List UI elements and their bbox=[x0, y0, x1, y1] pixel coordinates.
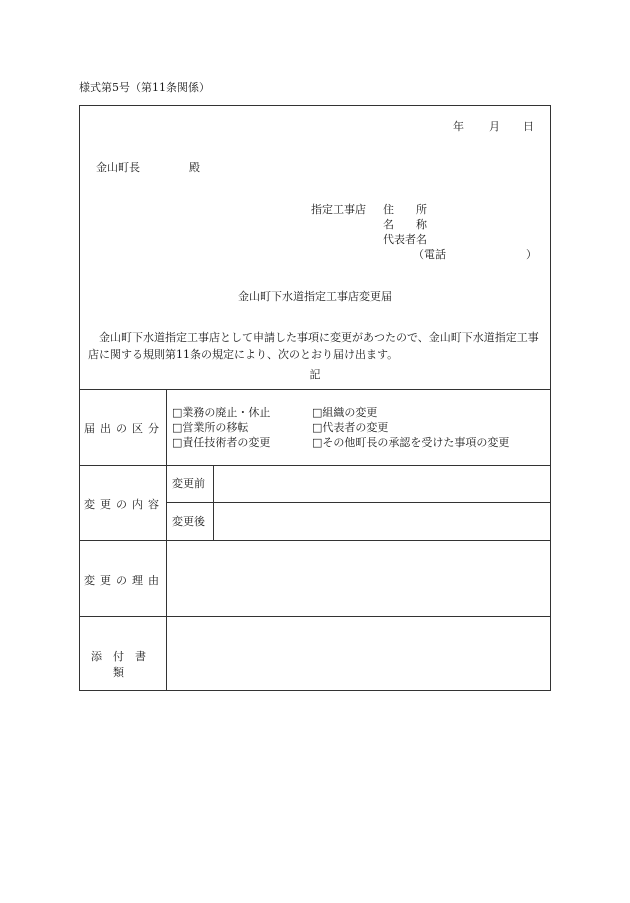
address-label: 住 所 bbox=[383, 203, 427, 216]
phone-label: （電話 bbox=[413, 248, 446, 261]
checkbox-option[interactable] bbox=[172, 435, 270, 450]
row-divider bbox=[79, 616, 551, 617]
options-left-column bbox=[172, 405, 270, 450]
change-content-label: 変更の内容 bbox=[84, 498, 164, 511]
body-text: 金山町下水道指定工事店として申請した事項に変更があつたので、金山町下水道指定工事店に関する規則第11条の規定により、次のとおり届け出ます。 bbox=[88, 331, 539, 361]
date-day-label: 日 bbox=[523, 120, 534, 133]
after-label: 変更後 bbox=[172, 515, 205, 528]
option-label: 責任技術者の変更 bbox=[182, 436, 271, 449]
before-label: 変更前 bbox=[172, 477, 205, 490]
form-number: 様式第5号（第11条関係） bbox=[79, 81, 210, 94]
ki-label: 記 bbox=[309, 368, 321, 381]
row-divider bbox=[79, 465, 551, 466]
option-label: 営業所の移転 bbox=[182, 421, 249, 434]
option-label: 組織の変更 bbox=[322, 406, 378, 419]
option-label: その他町長の承認を受けた事項の変更 bbox=[322, 436, 510, 449]
checkbox-option[interactable] bbox=[312, 420, 509, 435]
checkbox-icon[interactable]: □ bbox=[312, 406, 323, 419]
checkbox-icon[interactable]: □ bbox=[312, 421, 323, 434]
before-after-divider bbox=[213, 465, 214, 540]
name-label: 名 称 bbox=[383, 218, 427, 231]
phone-close-paren: ） bbox=[526, 248, 537, 261]
checkbox-option[interactable] bbox=[312, 435, 509, 450]
option-label: 代表者の変更 bbox=[322, 421, 389, 434]
checkbox-icon[interactable]: □ bbox=[312, 436, 323, 449]
notification-category-label: 届出の区分 bbox=[84, 422, 164, 435]
document-title: 金山町下水道指定工事店変更届 bbox=[238, 290, 392, 303]
row-divider bbox=[79, 540, 551, 541]
date-year-label: 年 bbox=[453, 120, 464, 133]
table-top-border bbox=[79, 389, 551, 390]
reason-label: 変更の理由 bbox=[84, 574, 164, 587]
addressee-honorific: 殿 bbox=[189, 161, 200, 174]
applicant-heading: 指定工事店 bbox=[311, 203, 366, 216]
attachments-label: 添付書類 bbox=[91, 650, 157, 679]
addressee-name: 金山町長 bbox=[96, 161, 140, 174]
checkbox-option[interactable] bbox=[172, 420, 270, 435]
representative-label: 代表者名 bbox=[383, 233, 427, 246]
checkbox-icon[interactable]: □ bbox=[172, 406, 183, 419]
options-right-column bbox=[312, 405, 509, 450]
date-month-label: 月 bbox=[489, 120, 500, 133]
row-divider bbox=[166, 502, 551, 503]
checkbox-option[interactable] bbox=[172, 405, 270, 420]
checkbox-icon[interactable]: □ bbox=[172, 421, 183, 434]
checkbox-icon[interactable]: □ bbox=[172, 436, 183, 449]
option-label: 業務の廃止・休止 bbox=[182, 406, 271, 419]
label-column-divider bbox=[166, 389, 167, 691]
checkbox-option[interactable] bbox=[312, 405, 509, 420]
form-frame bbox=[79, 105, 551, 691]
